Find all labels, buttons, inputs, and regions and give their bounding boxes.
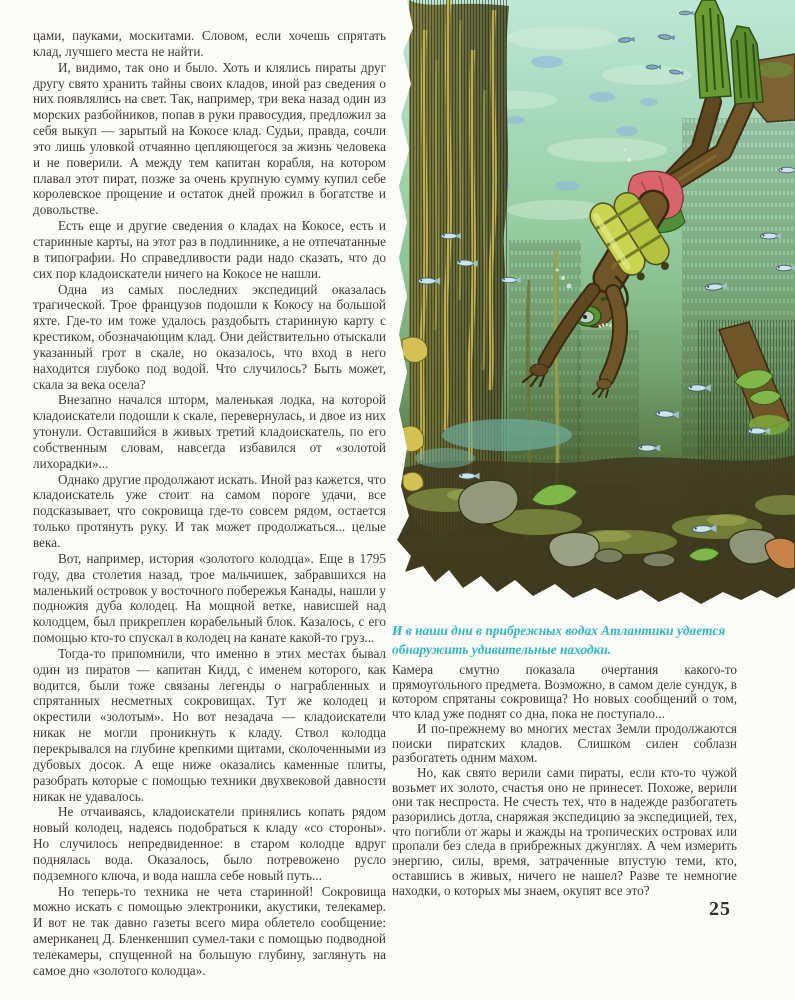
paragraph: Камера смутно показала очертания какого-то прямоугольного предмета. Возможно, в самом деле сундук, в котором спрятаны сокровища? Но новых сообщений о том, что клад уже поднят со дна, пока не поступало... (392, 662, 737, 722)
underwater-diver-illustration (397, 0, 795, 618)
paragraph: цами, пауками, москитами. Словом, если хочешь спрятать клад, лучшего места не найти. (33, 28, 386, 59)
paragraph: Есть еще и другие сведения о кладах на Кокосе, есть и старинные карты, на этот раз в подлиннике, а не отпечатанные в типографии. Но справедливости ради надо сказать, что до сих пор кладоискатели ничего на Кокосе не нашли. (33, 218, 386, 281)
page-number: 25 (709, 898, 731, 920)
paragraph: Однако другие продолжают искать. Иной раз кажется, что кладоискатель уже стоит на самом пороге удачи, все подсказывает, что сокровища где-то совсем рядом, остается только протянуть руку. И так может продолжаться... целые века. (33, 471, 386, 550)
paragraph: Тогда-то припомнили, что именно в этих местах бывал один из пиратов — капитан Кидд, с именем которого, как водится, были тоже связаны легенды о награбленных и спрятанных несметных сокровищах. Тут же колодец и окрестили «золотым». Но вот незадача — кладоискатели никак не могли проникнуть к кладу. Ствол колодца перекрывался на глубине крепкими щитами, сколоченными из дубовых досок. А еще ниже оказались каменные плиты, разобрать которые с помощью техники двухвековой давности никак не удавалось. (33, 645, 386, 804)
paragraph: Вот, например, история «золотого колодца». Еще в 1795 году, два столетия назад, трое мальчишек, забравшихся на маленький островок у восточного побережья Канады, нашли у подножия дуба колодец. На мощной ветке, нависшей над колодцем, был прикреплен корабельный блок. Казалось, с его помощью кто-то спускал в колодец на канате какой-то груз... (33, 550, 386, 646)
left-text-column (33, 28, 386, 979)
paragraph: Но, как свято верили сами пираты, если кто-то чужой возьмет их золото, счастья оно не принесет. Похоже, верили они так неспроста. Не счесть тех, что в надежде разбогатеть разорились дотла, снаряжая экспедицию за экспедицией, тех, что погибли от жары и жажды на тропических островах или пропали без следа в прибрежных джунглях. А чем измерить энергию, силы, время, затраченные впустую теми, кто, оставшись в живых, ничего не нашел? Разве те немногие находки, о которых мы знаем, окупят все это? (392, 764, 737, 898)
teal-moss (442, 419, 572, 451)
diver-scene-svg (397, 0, 795, 618)
paragraph: И, видимо, так оно и было. Хоть и клялись пираты друг другу свято хранить тайны своих кладов, иной раз сведения о них появлялись на свет. Так, например, три века назад один из морских разбойников, попав в руки правосудия, предложил за себя выкуп — зарытый на Кокосе клад. Судьи, правда, сочли это лишь уловкой отчаянно цепляющегося за жизнь человека и не поверили. А между тем капитан корабля, на котором плавал этот пират, позже за очень крупную сумму купил себе королевское прощение и остаток дней прожил в богатстве и довольстве. (33, 59, 386, 218)
right-text-column (392, 663, 737, 898)
illustration-caption: И в наши дни в прибрежных водах Атлантики удается обнаружить удивительные находки. (392, 623, 726, 657)
paragraph: Но теперь-то техника не чета старинной! Сокровища можно искать с помощью электроники, акустики, телекамер. И вот не так давно газеты всего мира облетело сообщение: американец Д. Бленкеншип сумел-таки с помощью подводной телекамеры, спущенной на большую глубину, заглянуть на самое дно «золотого колодца». (33, 883, 386, 978)
paragraph: Не отчаиваясь, кладоискатели принялись копать рядом новый колодец, надеясь подобраться к кладу «со стороны». Но случилось непредвиденное: в старом колодце вдруг поднялась вода. Оказалось, было потревожено русло подземного ключа, и вода нашла себе новый путь... (33, 804, 386, 883)
paragraph: Внезапно начался шторм, маленькая лодка, на которой кладоискатели подошли к скале, перевернулась, и двое из них утонули. Оставшийся в живых третий кладоискатель, по его собственным словам, навсегда избавился от «золотой лихорадки»... (33, 392, 386, 471)
paragraph: Одна из самых последних экспедиций оказалась трагической. Трое французов подошли к Кокосу на большой яхте. Где-то им тоже удалось раздобыть старинную карту с крестиком, обозначающим клад. Они действительно отыскали указанный грот в скале, но оказалось, что вход в него находится глубоко под водой. Что случилось? Быть может, скала за века осела? (33, 281, 386, 392)
paragraph: И по-прежнему во многих местах Земли продолжаются поиски пиратских кладов. Слишком силен соблазн разбогатеть одним махом. (392, 720, 737, 766)
